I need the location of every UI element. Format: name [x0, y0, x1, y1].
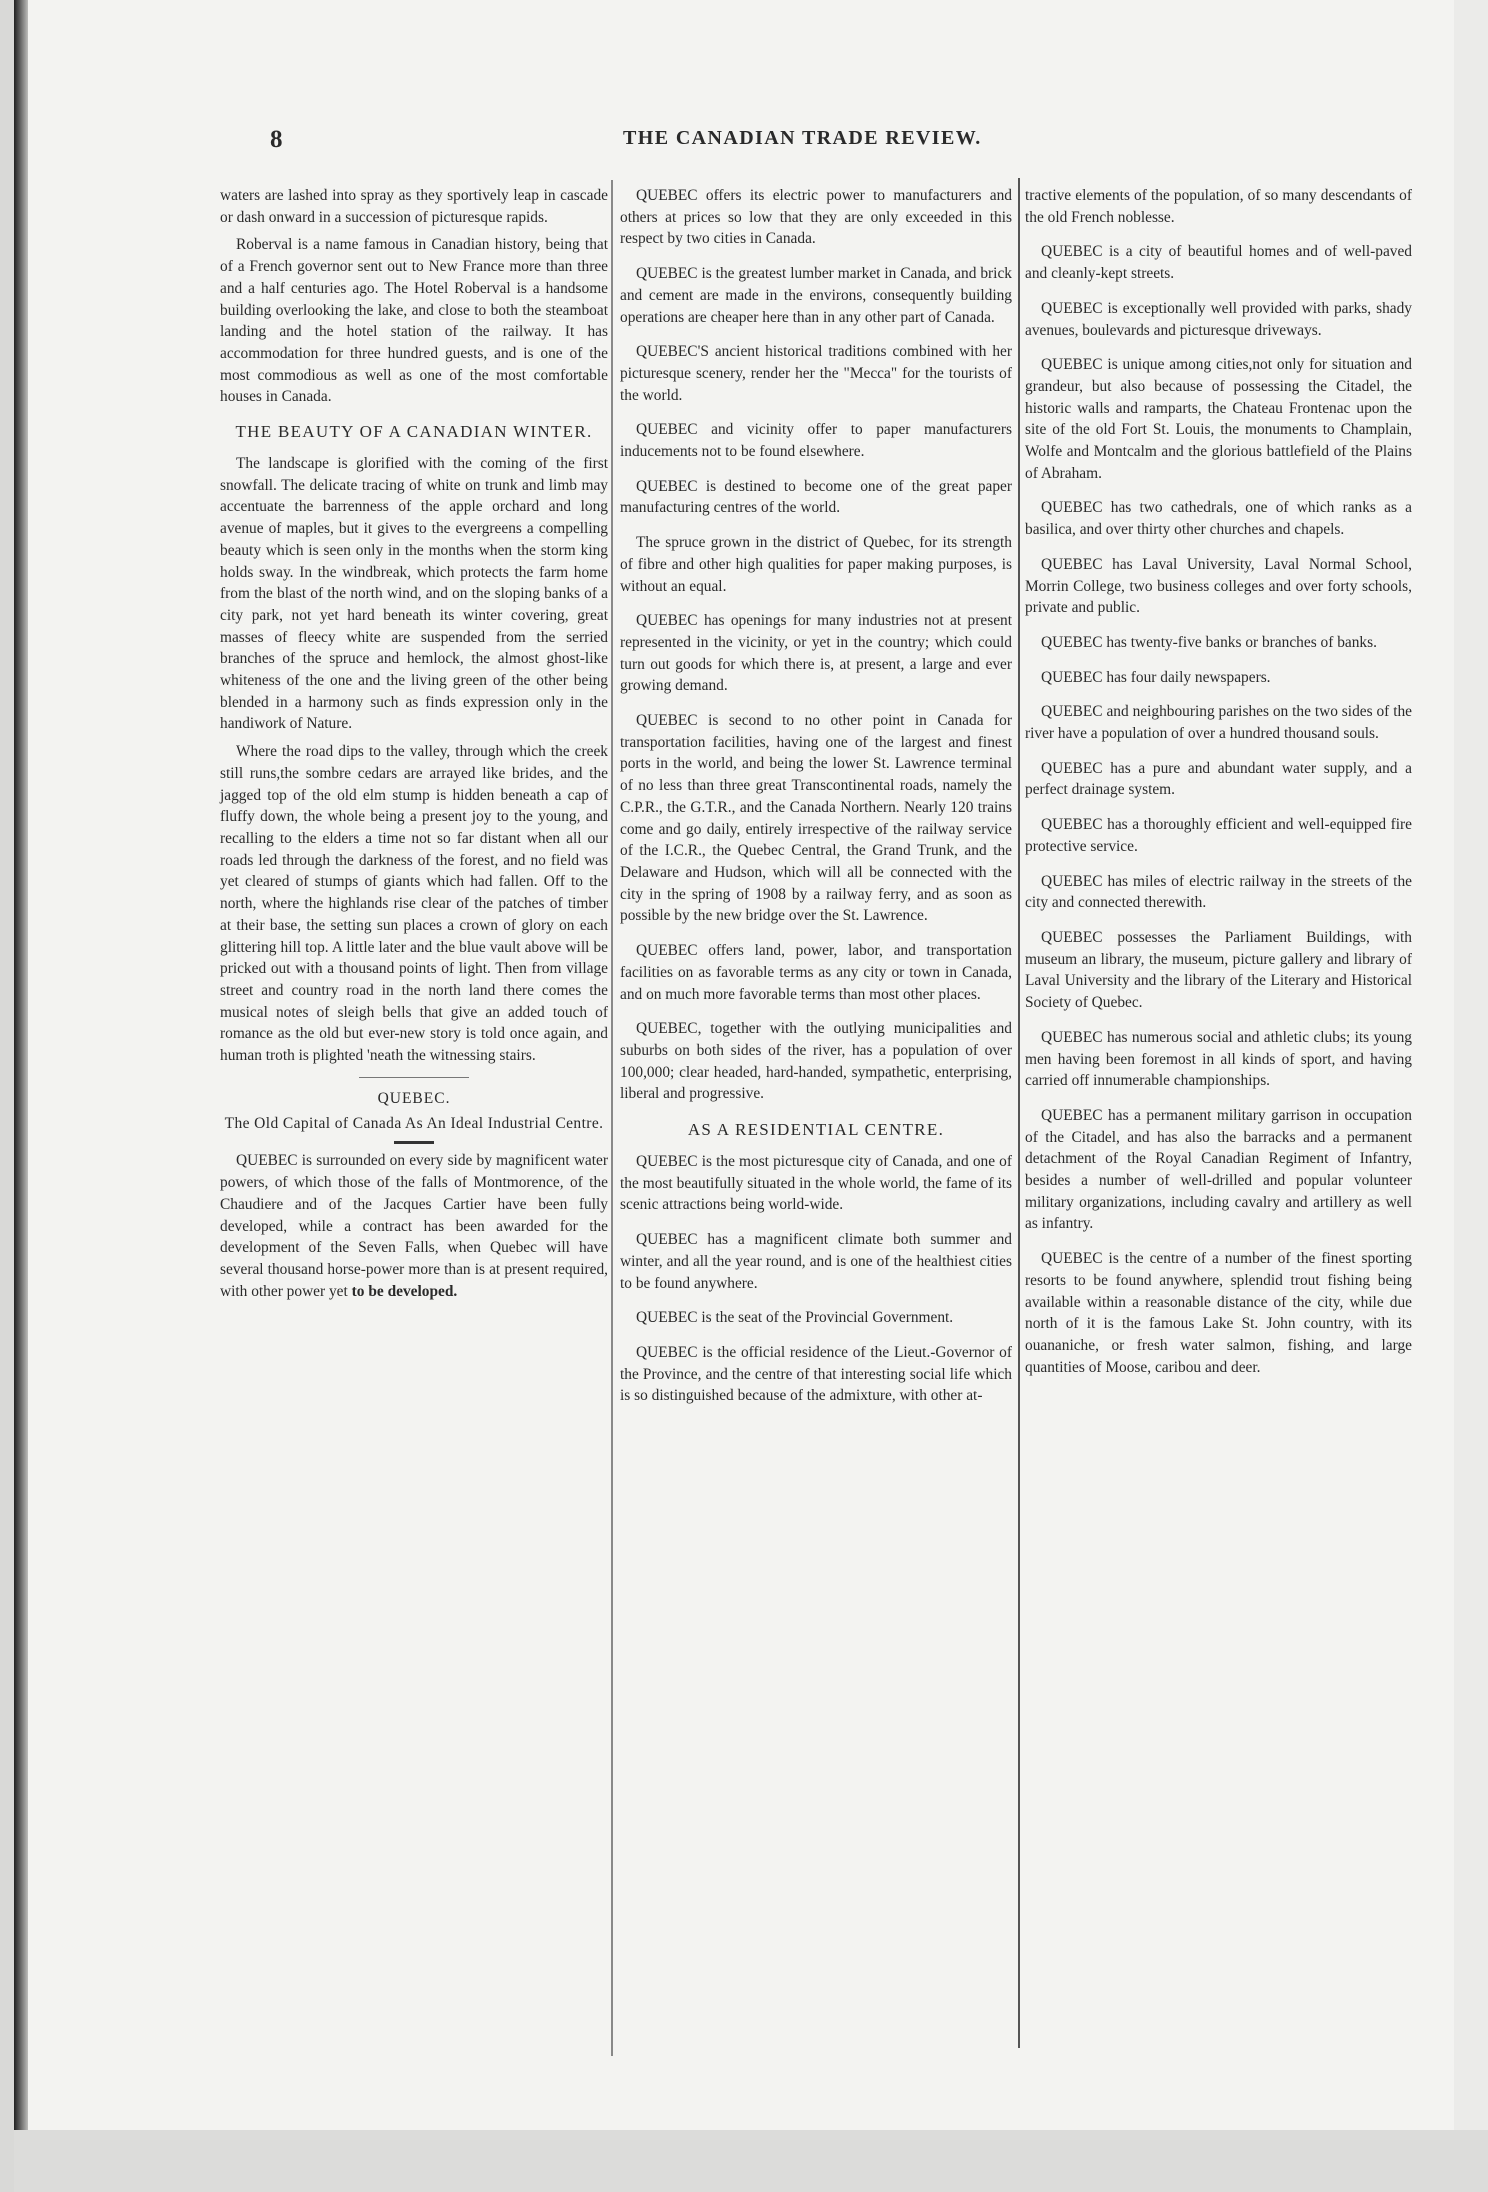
- paragraph: Where the road dips to the valley, through which the creek still runs,the sombre cedars are arrayed like brides, and the jagged top of the old elm stump is hidden beneath a cap of fluffy down, the whole being a present joy to the young, and recalling to the elders a time not so far distant when all our roads led through the darkness of the forest, and no field was yet cleared of stumps of giants which had fallen. Off to the north, where the highlands rise clear of the patches of timber at their base, the setting sun places a crown of glory on each glittering hill top. A little later and the blue vault above will be pricked out with a thousand points of light. Then from village street and country road in the north land there comes the musical notes of sleigh bells that give an added touch of romance as the old but ever-new story is told once again, and human troth is plighted 'neath the witnessing stairs.: [220, 743, 608, 1065]
- paragraph: QUEBEC is the seat of the Provincial Government.: [636, 1309, 954, 1327]
- paragraph: QUEBEC is the most picturesque city of Canada, and one of the most beautifully situated in the whole world, the fame of its scenic attractions being world-wide.: [620, 1153, 1012, 1214]
- paragraph: QUEBEC possesses the Parliament Buildings, with museum an library, the museum, picture gallery and library of Laval University and the library of the Literary and Historical Society of Quebec.: [1025, 928, 1412, 1012]
- paragraph: QUEBEC has two cathedrals, one of which ranks as a basilica, and over thirty other churches and chapels.: [1025, 499, 1412, 539]
- paragraph-text: QUEBEC is surrounded on every side by magnificent water powers, of which those of the falls of Montmorence, of the Chaudiere and of the Jacques Cartier have been fully developed, while a contract has been awarded for the development of the Seven Falls, when Quebec will have several thousand horse-power more than is at present required, with other power yet: [220, 1152, 608, 1300]
- paragraph: QUEBEC is the official residence of the Lieut.-Governor of the Province, and the centre of that interesting social life which is so distinguished because of the admixture, with other at-: [620, 1343, 1012, 1405]
- column-divider-right: [1018, 178, 1020, 2048]
- paragraph: QUEBEC has openings for many industries not at present represented in the vicinity, or yet in the country; which could turn out goods for which there is, at present, a large and ever growing demand.: [620, 612, 1012, 695]
- paragraph: QUEBEC has four daily newspapers.: [1041, 668, 1271, 686]
- paragraph: QUEBEC has a permanent military garrison in occupation of the Citadel, and has also the barracks and a permanent detachment of the Royal Canadian Regiment of Infantry, besides a number of well-drilled and popular volunteer military organizations, including cavalry and artillery as well as infantry.: [1025, 1106, 1412, 1233]
- paragraph: waters are lashed into spray as they sportively leap in cascade or dash onward in a succession of picturesque rapids.: [220, 187, 608, 226]
- paragraph: QUEBEC and vicinity offer to paper manufacturers inducements not to be found elsewhere.: [620, 421, 1012, 461]
- column-1: [220, 185, 608, 1308]
- scan-edge-shadow: [14, 0, 28, 2192]
- page-header: [270, 126, 1020, 156]
- paragraph: [220, 1150, 608, 1302]
- paragraph: QUEBEC offers land, power, labor, and transportation facilities on as favorable terms as any city or town in Canada, and on much more favorable terms than most other places.: [620, 942, 1012, 1003]
- paragraph: QUEBEC is a city of beautiful homes and of well-paved and cleanly-kept streets.: [1025, 243, 1412, 283]
- paragraph: QUEBEC offers its electric power to manufacturers and others at prices so low that they are only exceeded in this respect by two cities in Canada.: [620, 187, 1012, 248]
- section-heading: AS A RESIDENTIAL CENTRE.: [687, 1120, 945, 1140]
- paragraph: QUEBEC is the centre of a number of the finest sporting resorts to be found anywhere, splendid trout fishing being available within a reasonable distance of the city, while due north of it is the famous Lake St. John country, with its ouananiche, or fresh water salmon, fishing, and large quantities of Moose, caribou and deer.: [1025, 1250, 1412, 1376]
- paragraph: QUEBEC is destined to become one of the great paper manufacturing centres of the world.: [620, 477, 1012, 517]
- paragraph: QUEBEC has miles of electric railway in the streets of the city and connected therewith.: [1025, 872, 1412, 912]
- paragraph: QUEBEC has a pure and abundant water supply, and a perfect drainage system.: [1025, 759, 1412, 799]
- paragraph: The spruce grown in the district of Quebec, for its strength of fibre and other high qualities for paper making purposes, is without an equal.: [620, 534, 1012, 595]
- heading-rule: [394, 1141, 434, 1144]
- paragraph: tractive elements of the population, of so many descendants of the old French noblesse.: [1025, 187, 1412, 226]
- journal-title: THE CANADIAN TRADE REVIEW.: [623, 127, 982, 149]
- scan-bottom-margin: [14, 2130, 1488, 2192]
- paragraph: QUEBEC has a thoroughly efficient and well-equipped fire protective service.: [1025, 816, 1412, 855]
- article-heading: THE BEAUTY OF A CANADIAN WINTER.: [235, 422, 593, 442]
- article-subheading: The Old Capital of Canada As An Ideal Industrial Centre.: [224, 1115, 604, 1133]
- paragraph: QUEBEC has Laval University, Laval Normal School, Morrin College, two business colleges and over forty schools, private and public.: [1025, 555, 1412, 617]
- paragraph: QUEBEC has a magnificent climate both summer and winter, and all the year round, and is one of the healthiest cities to be found anywhere.: [620, 1231, 1012, 1292]
- paragraph: QUEBEC is second to no other point in Canada for transportation facilities, having one of the largest and finest ports in the world, and being the lower St. Lawrence terminal of no less than three great Transcontinental roads, namely the C.P.R., the G.T.R., and the Canada Northern. Nearly 120 trains come and go daily, entirely irrespective of the railway service of the I.C.R., the Quebec Central, the Grand Trunk, and the Delaware and Hudson, which will all be connected with the city in the spring of 1908 by a railway ferry, and as soon as possible by the new bridge over the St. Lawrence.: [620, 712, 1012, 925]
- paragraph-tail: to be developed.: [351, 1282, 458, 1300]
- paragraph: QUEBEC'S ancient historical traditions combined with her picturesque scenery, render her the "Mecca" for the tourists of the world.: [620, 343, 1012, 404]
- paragraph: QUEBEC is exceptionally well provided with parks, shady avenues, boulevards and picturesque driveways.: [1025, 299, 1412, 339]
- paragraph: QUEBEC, together with the outlying municipalities and suburbs on both sides of the river, has a population of over 100,000; clear headed, hard-handed, sympathetic, enterprising, liberal and progressive.: [620, 1020, 1012, 1103]
- paragraph: Roberval is a name famous in Canadian history, being that of a French governor sent out to New France more than three and a half centuries ago. The Hotel Roberval is a handsome building overlooking the lake, and close to both the steamboat landing and the hotel station of the railway. It has accommodation for three hundred guests, and is one of the most commodious as well as one of the most comfortable houses in Canada.: [220, 236, 608, 406]
- scan-right-margin: [1454, 0, 1488, 2192]
- paragraph: QUEBEC has numerous social and athletic clubs; its young men having been foremost in all kinds of sport, and having carried off innumerable championships.: [1025, 1028, 1412, 1090]
- section-divider: [359, 1077, 469, 1078]
- column-divider-left: [611, 180, 613, 2056]
- paragraph: QUEBEC has twenty-five banks or branches of banks.: [1041, 633, 1377, 651]
- column-3: [1025, 185, 1412, 1391]
- paragraph: QUEBEC is unique among cities,not only for situation and grandeur, but also because of possessing the Citadel, the historic walls and ramparts, the Chateau Frontenac upon the site of the old Fort St. Louis, the monuments to Champlain, Wolfe and Montcalm and the glorious battlefield of the Plains of Abraham.: [1025, 356, 1412, 482]
- paragraph: QUEBEC and neighbouring parishes on the two sides of the river have a population of over a hundred thousand souls.: [1025, 703, 1412, 743]
- page-number: 8: [270, 126, 283, 153]
- paragraph: QUEBEC is the greatest lumber market in Canada, and brick and cement are made in the environs, consequently building operations are cheaper here than in any other part of Canada.: [620, 265, 1012, 326]
- article-heading: QUEBEC.: [377, 1089, 451, 1107]
- paragraph: The landscape is glorified with the coming of the first snowfall. The delicate tracing of white on trunk and limb may accentuate the barrenness of the apple orchard and long avenue of maples, but it gives to the evergreens a compelling beauty which is seen only in the months when the storm king holds sway. In the windbreak, which protects the farm home from the blast of the north wind, and on the sloping banks of a city park, not yet hard beneath its winter covering, great masses of fleecy white are suspended from the serried branches of the spruce and hemlock, the almost ghost-like whiteness of the one and the living green of the other being blended in a harmony such as finds expression only in the handiwork of Nature.: [220, 455, 608, 733]
- column-2: [620, 185, 1012, 1420]
